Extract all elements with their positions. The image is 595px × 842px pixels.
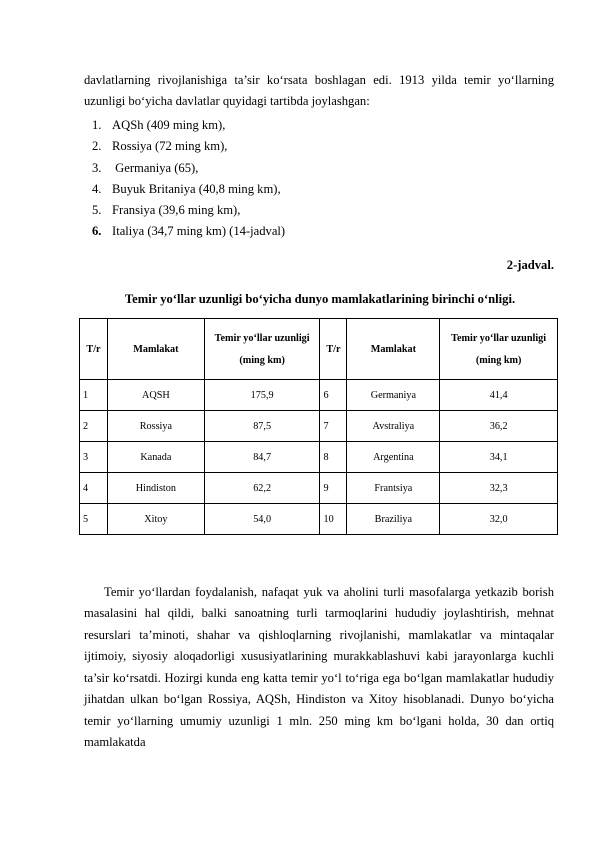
cell-country: Kanada (107, 442, 204, 473)
cell-length: 62,2 (204, 473, 320, 504)
cell-country: Argentina (347, 442, 440, 473)
list-text: Fransiya (39,6 ming km), (112, 203, 241, 218)
cell-num: 4 (80, 473, 108, 504)
cell-length: 32,0 (440, 504, 558, 535)
cell-country: Hindiston (107, 473, 204, 504)
list-item (92, 200, 285, 221)
list-number: 5. (92, 203, 102, 218)
cell-num: 10 (320, 504, 347, 535)
cell-length: 36,2 (440, 411, 558, 442)
cell-length: 41,4 (440, 380, 558, 411)
list-text: Rossiya (72 ming km), (112, 139, 228, 154)
header-length-label: Temir yo‘llar uzunligi (451, 332, 547, 344)
list-item (92, 136, 285, 157)
list-text: AQSh (409 ming km), (112, 118, 226, 132)
header-length-label: Temir yo‘llar uzunligi (214, 332, 310, 344)
list-text: Buyuk Britaniya (40,8 ming km), (112, 181, 281, 196)
list-number: 1. (92, 118, 102, 132)
cell-num: 7 (320, 411, 347, 442)
list-number: 4. (92, 181, 102, 196)
header-num: T/r (320, 319, 347, 380)
list-item (92, 179, 285, 200)
cell-num: 9 (320, 473, 347, 504)
cell-country: Avstraliya (347, 411, 440, 442)
body-paragraph: Temir yo‘llardan foydalanish, nafaqat yuk va aholini turli masofalarga yetkazib borish masalasini hal qildi, balki sanoatning turli tarmoqlarini hududiy joylashtirish, mehnat resurslari ta’minoti, shahar va qishloqlarning rivojlanishi, mamlakatlar va mintaqalar ijtimoiy, siyosiy aloqadorligi xususiyatlarining murakkablashuvi kabi jarayonlarga kuchli ta’sir ko‘rsatdi. Hozirgi kunda eng katta temir yo‘l to‘riga ega bo‘lgan mamlakatlar hududiy jihatdan ulkan bo‘lgan Rossiya, AQSh, Hindiston va Xitoy hisoblanadi. Dunyo bo‘yicha temir yo‘llarning umumiy uzunligi 1 mln. 250 ming km bo‘lgani holda, 30 dan ortiq mamlakatda (84, 584, 554, 750)
cell-country: AQSH (107, 380, 204, 411)
cell-country: Germaniya (347, 380, 440, 411)
list-number: 2. (92, 139, 102, 154)
table-row (80, 473, 558, 504)
country-list (92, 115, 285, 243)
header-length (440, 319, 558, 380)
cell-length: 32,3 (440, 473, 558, 504)
cell-num: 8 (320, 442, 347, 473)
list-text: Germaniya (65), (112, 160, 199, 175)
header-length-unit: (ming km) (239, 354, 285, 366)
cell-num: 6 (320, 380, 347, 411)
table-caption: Temir yo‘llar uzunligi bo‘yicha dunyo mamlakatlarining birinchi o‘nligi. (124, 292, 516, 306)
list-item (92, 158, 285, 179)
cell-country: Frantsiya (347, 473, 440, 504)
header-length (204, 319, 320, 380)
cell-length: 54,0 (204, 504, 320, 535)
table-label: 2-jadval. (506, 258, 554, 272)
cell-num: 1 (80, 380, 108, 411)
cell-num: 5 (80, 504, 108, 535)
cell-country: Xitoy (107, 504, 204, 535)
header-country: Mamlakat (107, 319, 204, 380)
table-row (80, 504, 558, 535)
cell-num: 2 (80, 411, 108, 442)
cell-length: 175,9 (204, 380, 320, 411)
list-number: 3. (92, 160, 102, 175)
cell-country: Braziliya (347, 504, 440, 535)
header-length-unit: (ming km) (475, 354, 522, 366)
header-country: Mamlakat (347, 319, 440, 380)
list-item (92, 115, 285, 136)
cell-country: Rossiya (107, 411, 204, 442)
intro-paragraph: davlatlarning rivojlanishiga ta’sir ko‘rsata boshlagan edi. 1913 yilda temir yo‘llarning uzunligi bo‘yicha davlatlar quyidagi tartibda joylashgan: (84, 72, 554, 109)
table-header-row (80, 319, 558, 380)
railway-table (79, 318, 558, 535)
table-row (80, 380, 558, 411)
table-row (80, 442, 558, 473)
list-item (92, 221, 285, 242)
cell-length: 34,1 (440, 442, 558, 473)
cell-length: 84,7 (204, 442, 320, 473)
list-number: 6. (92, 224, 102, 239)
table-row (80, 411, 558, 442)
cell-length: 87,5 (204, 411, 320, 442)
header-num: T/r (80, 319, 108, 380)
list-text: Italiya (34,7 ming km) (14-jadval) (112, 224, 286, 239)
cell-num: 3 (80, 442, 108, 473)
